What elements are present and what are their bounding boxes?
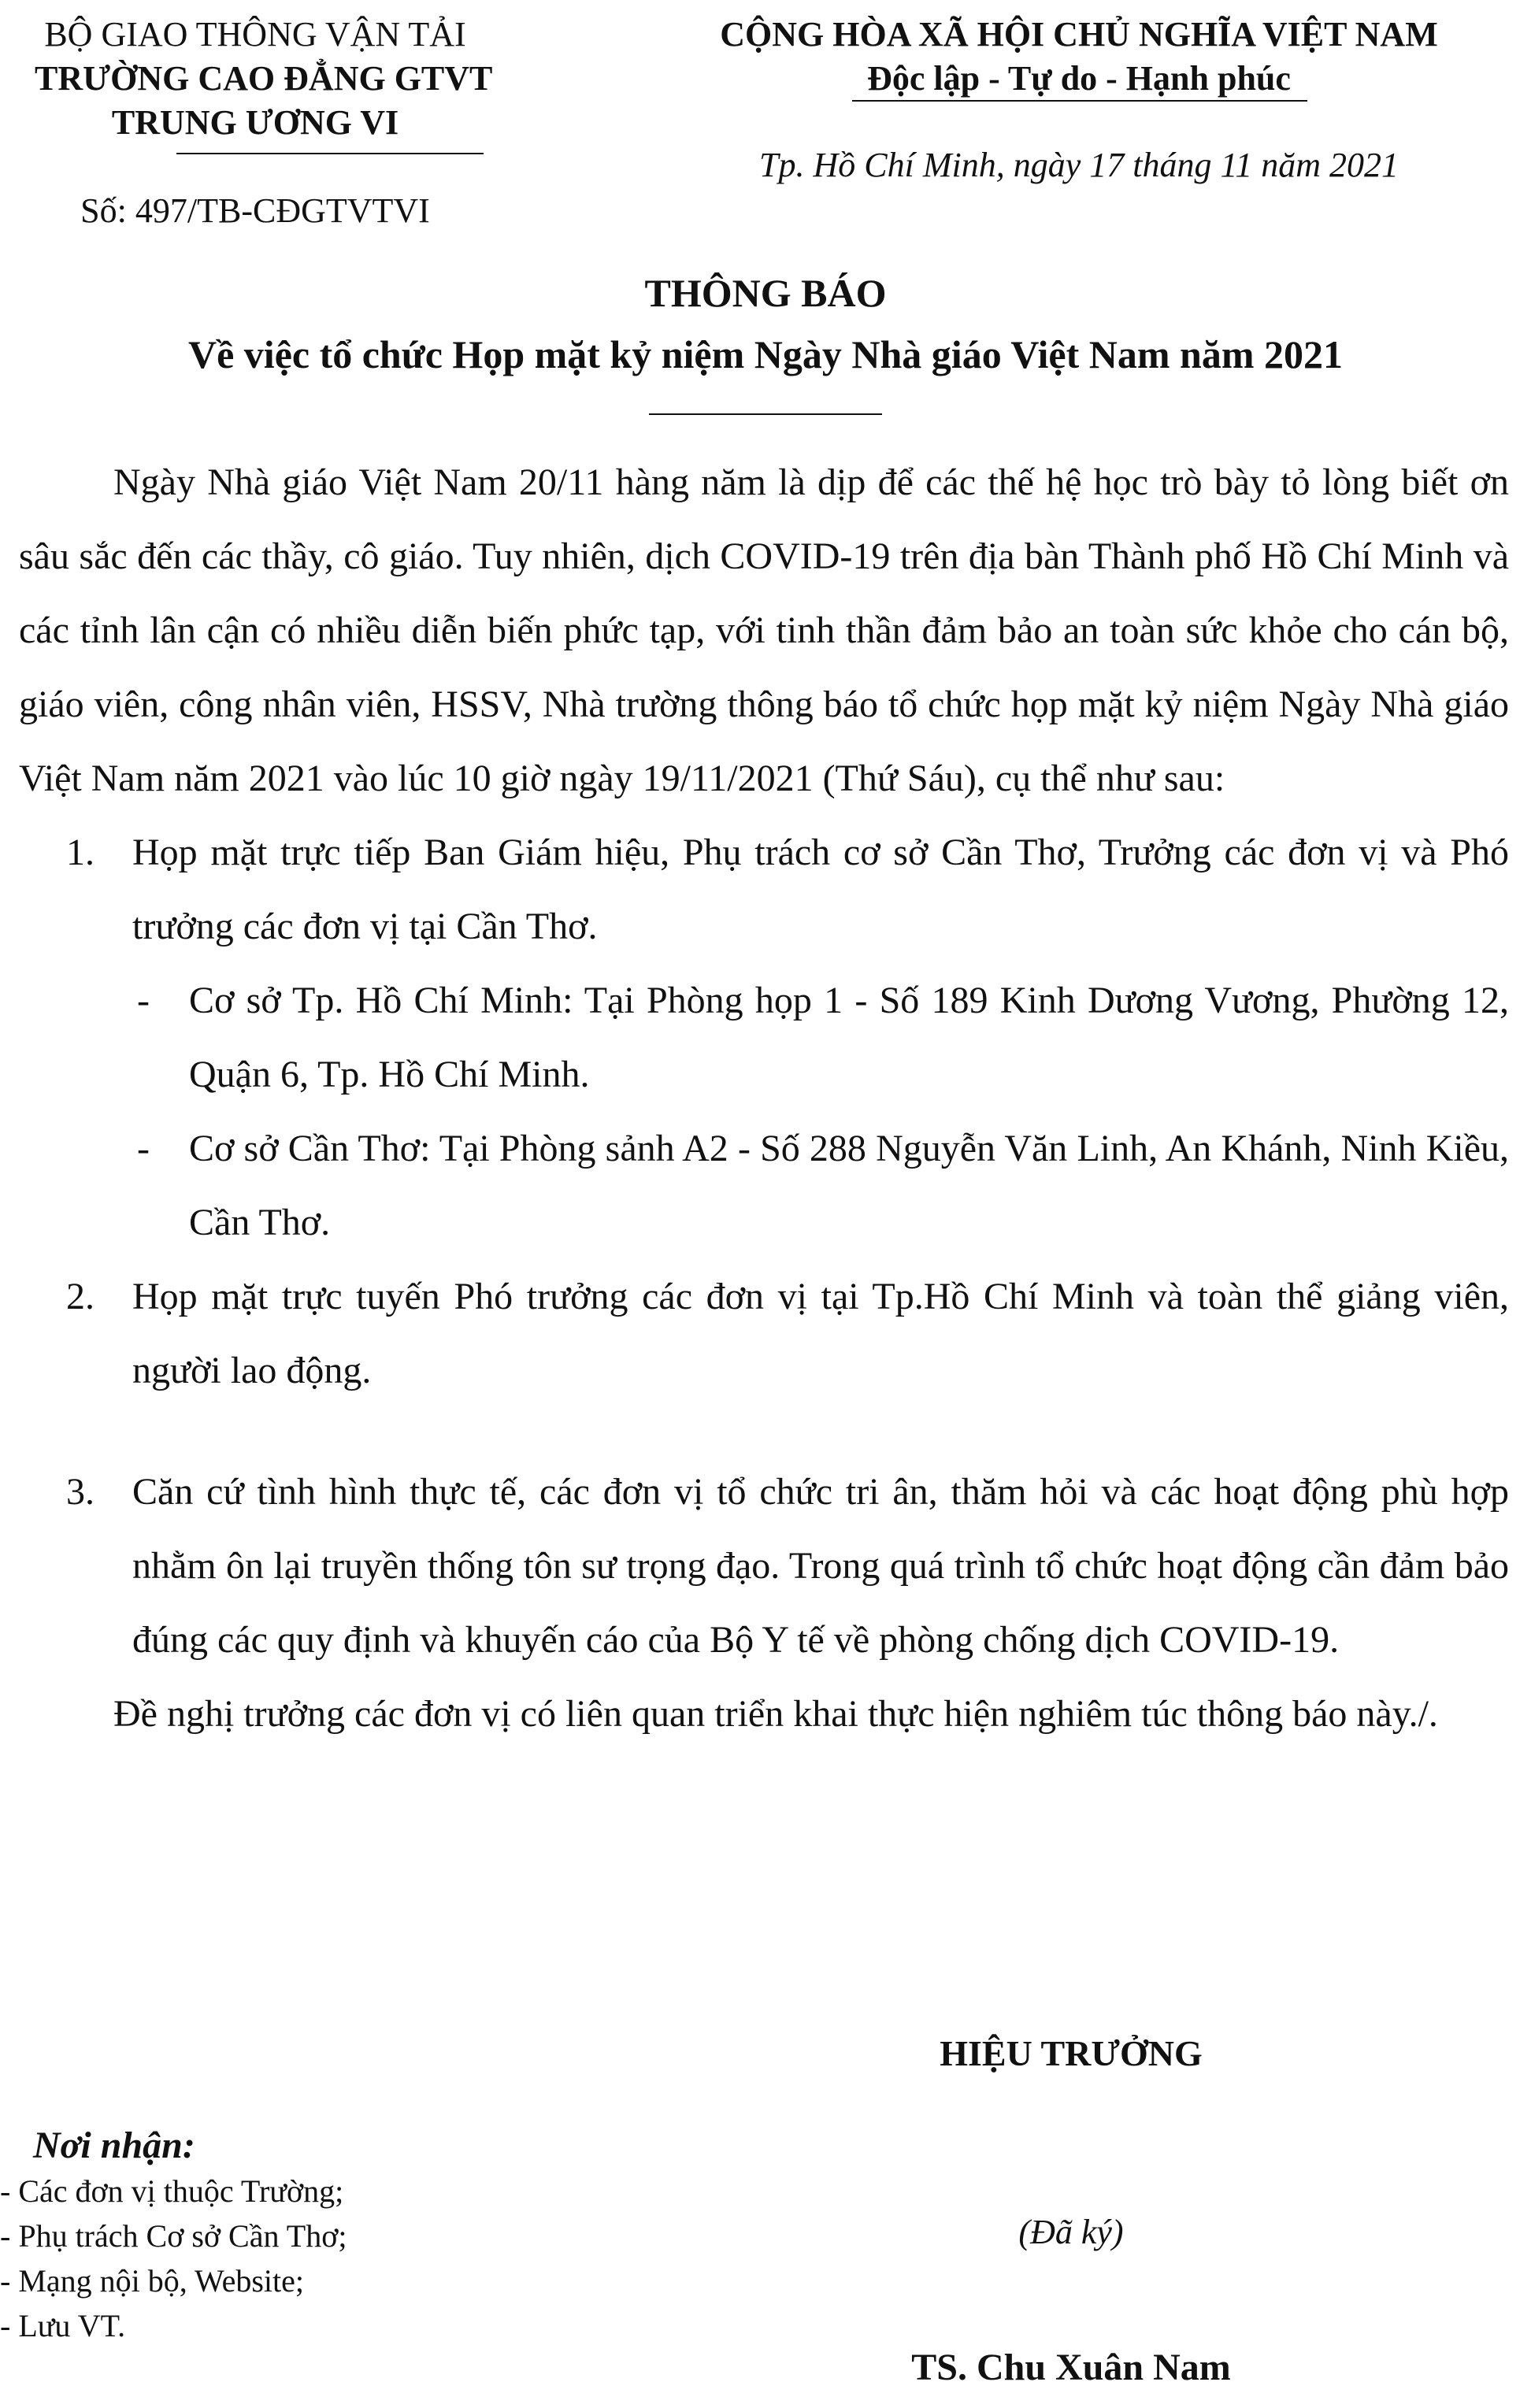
recipients-title: Nơi nhận: (33, 2125, 195, 2166)
closing-paragraph: Đề nghị trưởng các đơn vị có liên quan triển khai thực hiện nghiêm túc thông báo này./. (113, 1693, 1438, 1735)
signer-position: HIỆU TRƯỞNG (940, 2033, 1203, 2073)
left-header-underline (176, 153, 484, 154)
list-item-1 (19, 816, 1509, 964)
intro-paragraph: Ngày Nhà giáo Việt Nam 20/11 hàng năm là dịp để các thế hệ học trò bày tỏ lòng biết ơn sâu sắc đến các thầy, cô giáo. Tuy nhiên, dịch COVID-19 trên địa bàn Thành phố Hồ Chí Minh và các tỉnh lân cận có nhiều diễn biến phức tạp, với tinh thần đảm bảo an toàn sức khỏe cho cán bộ, giáo viên, công nhân viên, HSSV, Nhà trường thông báo tổ chức họp mặt kỷ niệm Ngày Nhà giáo Việt Nam năm 2021 vào lúc 10 giờ ngày 19/11/2021 (Thứ Sáu), cụ thể như sau: (19, 461, 1509, 799)
sub-item-hcm (19, 964, 1509, 1112)
nation-motto: Độc lập - Tự do - Hạnh phúc (867, 59, 1291, 98)
recipients-list (0, 2169, 709, 2348)
recipients-block (0, 2123, 709, 2348)
ministry-name: BỘ GIAO THÔNG VẬN TẢI (44, 15, 466, 54)
list-item-3-text: Căn cứ tình hình thực tế, các đơn vị tổ chức tri ân, thăm hỏi và các hoạt động phù hợp nhằm ôn lại truyền thống tôn sư trọng đạo. Trong quá trình tổ chức hoạt động cần đảm bảo đúng các quy định và khuyến cáo của Bộ Y tế về phòng chống dịch COVID-19. (132, 1471, 1509, 1661)
recipient-item: - Mạng nội bộ, Website; (0, 2263, 304, 2299)
sub-item-hcm-dash: - (137, 980, 150, 1021)
sub-item-cantho-text: Cơ sở Cần Thơ: Tại Phòng sảnh A2 - Số 288 Nguyễn Văn Linh, An Khánh, Ninh Kiều, Cần Thơ. (189, 1128, 1509, 1243)
document-number: Số: 497/TB-CĐGTVTVI (80, 191, 430, 230)
title-underline (649, 413, 882, 415)
list-item-1-text: Họp mặt trực tiếp Ban Giám hiệu, Phụ trách cơ sở Cần Thơ, Trưởng các đơn vị và Phó trưởng các đơn vị tại Cần Thơ. (132, 832, 1509, 947)
recipient-item: - Các đơn vị thuộc Trường; (0, 2173, 344, 2209)
list-item-3 (19, 1455, 1509, 1677)
school-name-line2: TRUNG ƯƠNG VI (111, 103, 399, 142)
place-date: Tp. Hồ Chí Minh, ngày 17 tháng 11 năm 2021 (759, 146, 1399, 184)
motto-underline (852, 100, 1307, 102)
sub-item-hcm-text: Cơ sở Tp. Hồ Chí Minh: Tại Phòng họp 1 - Số 189 Kinh Dương Vương, Phường 12, Quận 6, Tp. Hồ Chí Minh. (189, 980, 1509, 1095)
school-name-line1: TRƯỜNG CAO ĐẲNG GTVT (35, 59, 493, 98)
notice-subject: Về việc tổ chức Họp mặt kỷ niệm Ngày Nhà giáo Việt Nam năm 2021 (188, 332, 1343, 376)
list-item-2-number: 2. (66, 1276, 95, 1317)
recipient-item: - Lưu VT. (0, 2308, 126, 2343)
nation-title: CỘNG HÒA XÃ HỘI CHỦ NGHĨA VIỆT NAM (720, 15, 1438, 54)
sub-item-cantho (19, 1112, 1509, 1260)
spacer (19, 1408, 1509, 1455)
signed-note: (Đã ký) (1018, 2213, 1124, 2251)
signer-name: TS. Chu Xuân Nam (911, 2347, 1231, 2388)
list-item-3-number: 3. (66, 1471, 95, 1513)
list-item-2-text: Họp mặt trực tuyến Phó trưởng các đơn vị tại Tp.Hồ Chí Minh và toàn thể giảng viên, người lao động. (132, 1276, 1509, 1391)
list-item-2 (19, 1260, 1509, 1408)
notice-body (19, 446, 1509, 1751)
recipient-item: - Phụ trách Cơ sở Cần Thơ; (0, 2218, 347, 2254)
sub-item-cantho-dash: - (137, 1128, 150, 1169)
notice-type: THÔNG BÁO (644, 271, 887, 315)
list-item-1-number: 1. (66, 832, 95, 873)
